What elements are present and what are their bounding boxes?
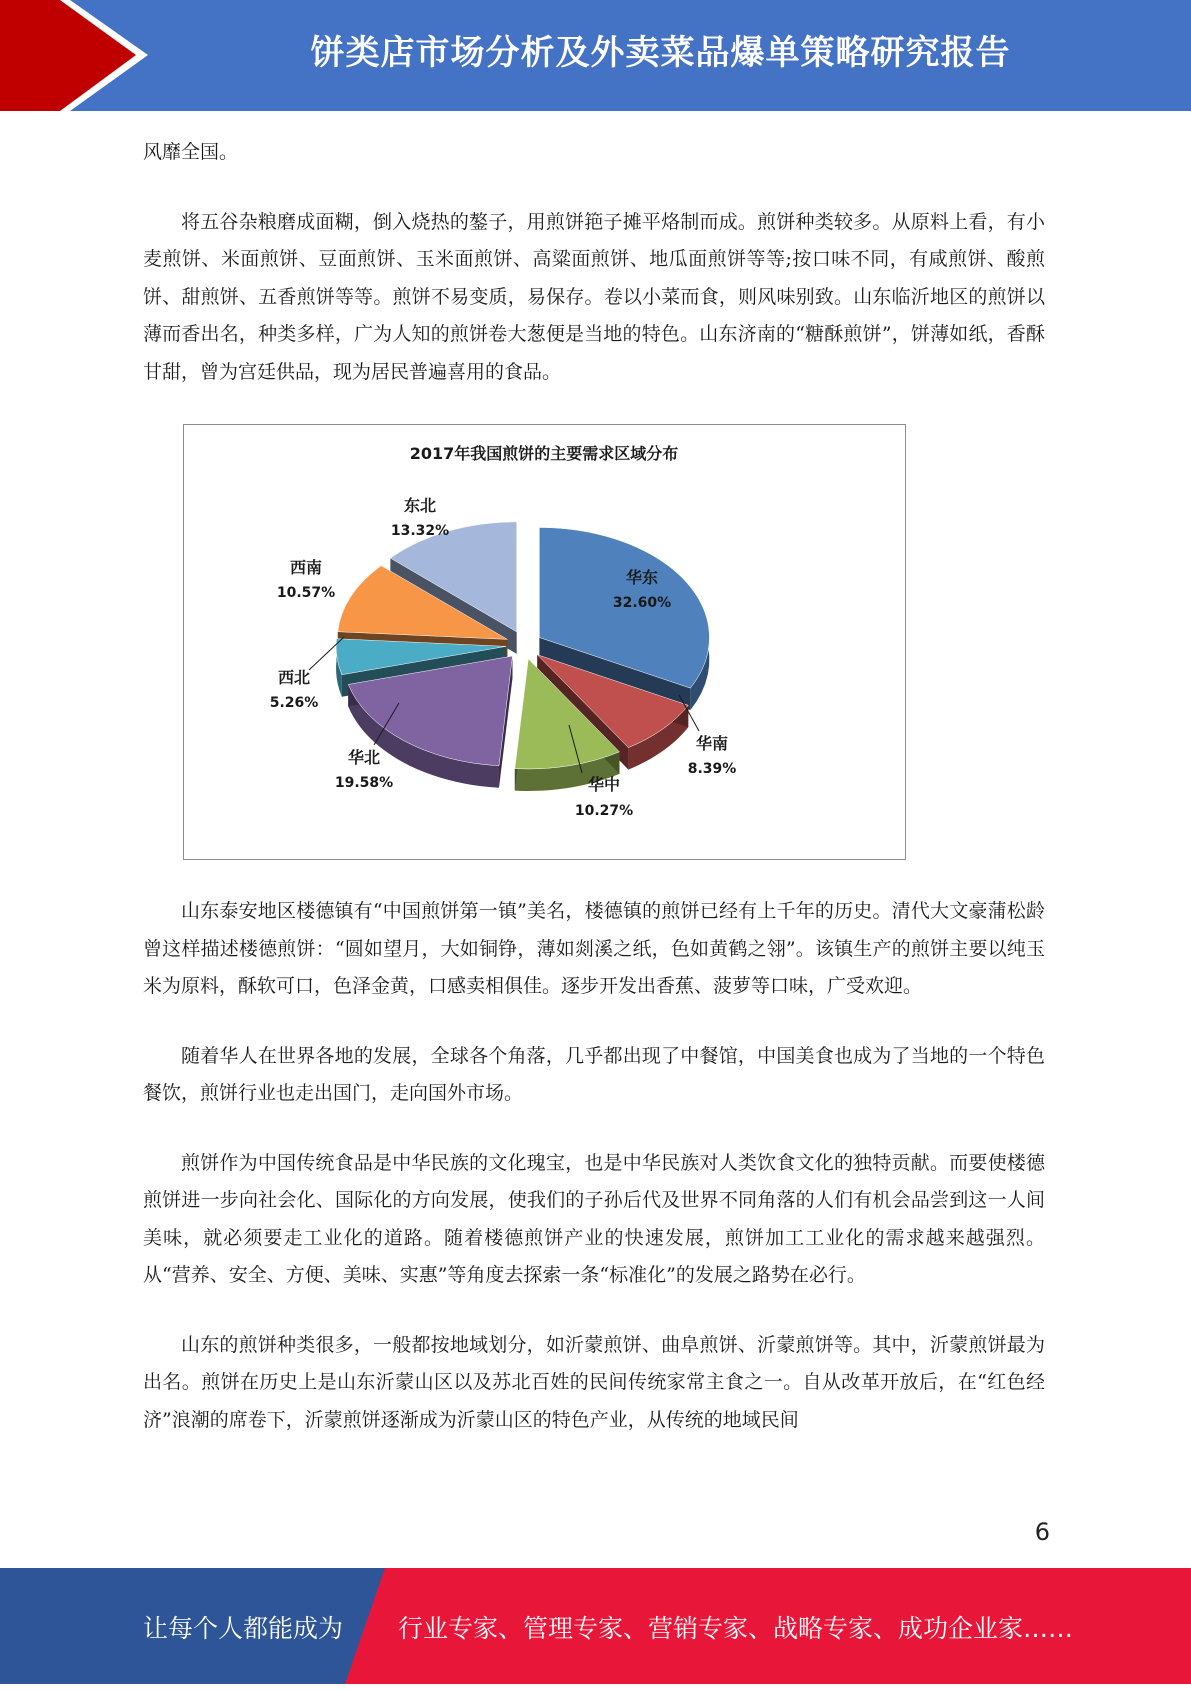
- footer-slogan-left: 让每个人都能成为: [143, 1614, 344, 1643]
- paragraph: 山东泰安地区楼德镇有“中国煎饼第一镇”美名，楼德镇的煎饼已经有上千年的历史。清代大文豪蒲松龄曾这样描述楼德煎饼：“圆如望月，大如铜铮，薄如剡溪之纸，色如黄鹤之翎”。该镇生产的煎饼主要以纯玉米为原料，酥软可口，色泽金黄，口感卖相俱佳。逐步开发出香蕉、菠萝等口味，广受欢迎。: [143, 900, 1045, 997]
- slice-label-name: 华北: [347, 748, 381, 767]
- slice-label-name: 西南: [289, 558, 323, 577]
- paragraph: 随着华人在世界各地的发展，全球各个角落，几乎都出现了中餐馆，中国美食也成为了当地的一个特色餐饮，煎饼行业也走出国门，走向国外市场。: [143, 1044, 1045, 1104]
- slice-label-value: 10.27%: [574, 803, 634, 819]
- slice-label-value: 8.39%: [687, 761, 737, 777]
- paragraph: 将五谷杂粮磨成面糊，倒入烧热的鏊子，用煎饼筢子摊平烙制而成。煎饼种类较多。从原料上看，有小麦煎饼、米面煎饼、豆面煎饼、玉米面煎饼、高粱面煎饼、地瓜面煎饼等等;按口味不同，有咸煎饼、酸煎饼、甜煎饼、五香煎饼等等。煎饼不易变质，易保存。卷以小菜而食，则风味别致。山东临沂地区的煎饼以薄而香出名，种类多样，广为人知的煎饼卷大葱便是当地的特色。山东济南的“糖酥煎饼”，饼薄如纸，香酥甘甜，曾为宫廷供品，现为居民普遍喜用的食品。: [143, 210, 1045, 383]
- pie-chart-canvas: [184, 425, 905, 859]
- slice-label-name: 华东: [625, 568, 659, 587]
- slice-label-name: 华南: [695, 734, 729, 753]
- paragraph: 风靡全国。: [143, 141, 239, 163]
- slice-label-name: 东北: [403, 496, 437, 515]
- report-title: 饼类店市场分析及外卖菜品爆单策略研究报告: [310, 33, 1011, 73]
- slice-label-value: 32.60%: [612, 595, 672, 611]
- document-body: [143, 134, 1045, 1439]
- paragraph: 煎饼作为中国传统食品是中华民族的文化瑰宝，也是中华民族对人类饮食文化的独特贡献。而要使楼德煎饼进一步向社会化、国际化的方向发展，使我们的子孙后代及世界不同角落的人们有机会品尝到这一人间美味，就必须要走工业化的道路。随着楼德煎饼产业的快速发展，煎饼加工工业化的需求越来越强烈。从“营养、安全、方便、美味、实惠”等角度去探索一条“标准化”的发展之路势在必行。: [143, 1151, 1045, 1286]
- slice-label-value: 19.58%: [334, 775, 394, 791]
- slice-label-value: 13.32%: [390, 523, 450, 539]
- slice-label-name: 华中: [587, 775, 621, 794]
- pie-chart: [183, 424, 906, 860]
- chart-title: 2017年我国煎饼的主要需求区域分布: [409, 444, 679, 463]
- slice-label-value: 5.26%: [269, 695, 319, 711]
- footer-slogan-right: 行业专家、管理专家、营销专家、战略专家、成功企业家……: [398, 1614, 1074, 1643]
- page-footer: [0, 1568, 1191, 1684]
- slice-label-value: 10.57%: [276, 585, 336, 601]
- slice-label-name: 西北: [277, 668, 311, 687]
- header-arrow-decoration: [0, 0, 160, 111]
- page-number: 6: [1034, 1518, 1050, 1546]
- page-header: [0, 0, 1191, 111]
- paragraph: 山东的煎饼种类很多，一般都按地域划分，如沂蒙煎饼、曲阜煎饼、沂蒙煎饼等。其中，沂蒙煎饼最为出名。煎饼在历史上是山东沂蒙山区以及苏北百姓的民间传统家常主食之一。自从改革开放后，在“红色经济”浪潮的席卷下，沂蒙煎饼逐渐成为沂蒙山区的特色产业，从传统的地域民间: [143, 1333, 1045, 1431]
